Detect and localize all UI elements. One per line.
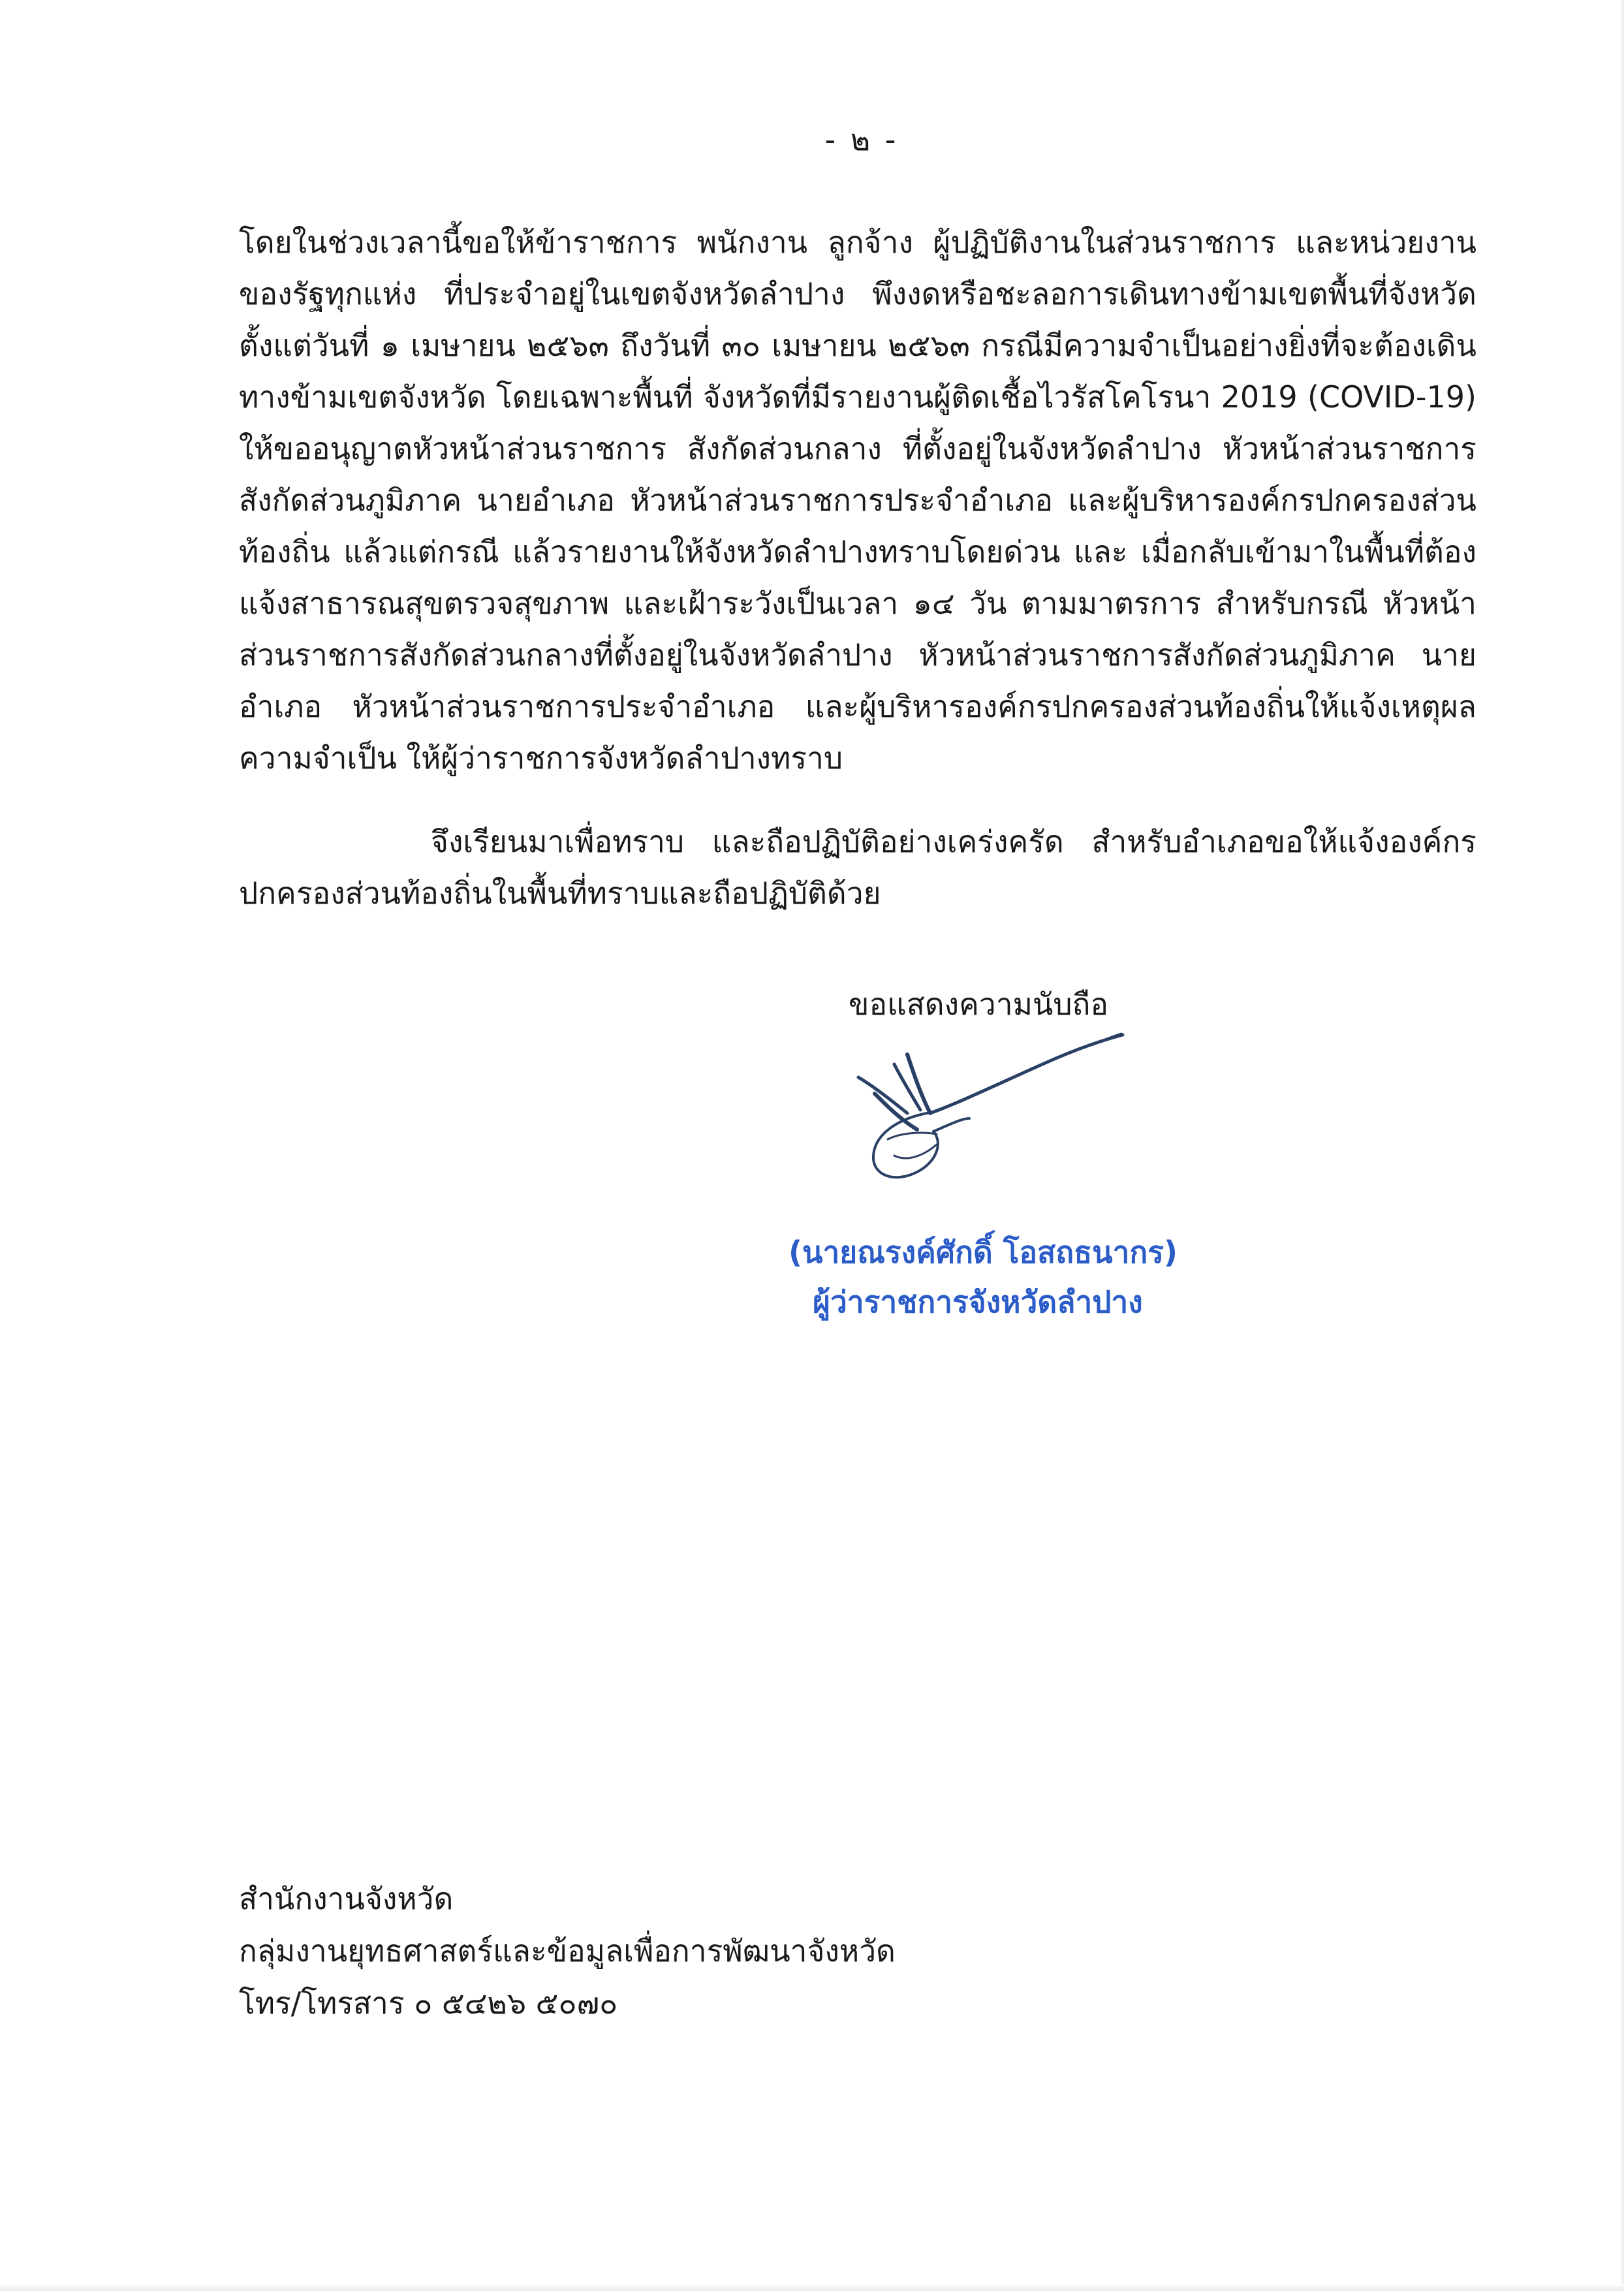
signer-name: (นายณรงค์ศักดิ์ โอสถธนากร) bbox=[789, 1235, 1178, 1270]
page-number: - ๒ - bbox=[824, 122, 899, 157]
footer-phone: โทร/โทรสาร ๐ ๕๔๒๖ ๕๐๗๐ bbox=[239, 1985, 618, 2021]
scan-edge-bottom bbox=[0, 2284, 1624, 2291]
handwritten-signature bbox=[796, 1015, 1136, 1211]
footer-office: สำนักงานจังหวัด bbox=[239, 1881, 454, 1916]
footer-contact bbox=[239, 1872, 896, 2029]
closing-salutation: ขอแสดงความนับถือ bbox=[849, 987, 1109, 1022]
signer-title: ผู้ว่าราชการจังหวัดลำปาง bbox=[813, 1284, 1143, 1319]
scan-edge-right bbox=[1620, 0, 1624, 2291]
paragraph-1-text: โดยในช่วงเวลานี้ขอให้ข้าราชการ พนักงาน ลูกจ้าง ผู้ปฏิบัติงานในส่วนราชการ และหน่วยงานของรัฐทุกแห่ง ที่ประจำอยู่ในเขตจังหวัดลำปาง พึงงดหรือชะลอการเดินทางข้ามเขตพื้นที่จังหวัด ตั้งแต่วันที่ ๑ เมษายน ๒๕๖๓ ถึงวันที่ ๓๐ เมษายน ๒๕๖๓ กรณีมีความจำเป็นอย่างยิ่งที่จะต้องเดินทางข้ามเขตจังหวัด โดยเฉพาะพื้นที่ จังหวัดที่มีรายงานผู้ติดเชื้อไวรัสโคโรนา 2019 (COVID-19) ให้ขออนุญาตหัวหน้าส่วนราชการ สังกัดส่วนกลาง ที่ตั้งอยู่ในจังหวัดลำปาง หัวหน้าส่วนราชการสังกัดส่วนภูมิภาค นายอำเภอ หัวหน้าส่วนราชการประจำอำเภอ และผู้บริหารองค์กรปกครองส่วนท้องถิ่น แล้วแต่กรณี แล้วรายงานให้จังหวัดลำปางทราบโดยด่วน และ เมื่อกลับเข้ามาในพื้นที่ต้องแจ้งสาธารณสุขตรวจสุขภาพ และเฝ้าระวังเป็นเวลา ๑๔ วัน ตามมาตรการ สำหรับกรณี หัวหน้าส่วนราชการสังกัดส่วนกลางที่ตั้งอยู่ในจังหวัดลำปาง หัวหน้าส่วนราชการสังกัดส่วนภูมิภาค นายอำเภอ หัวหน้าส่วนราชการประจำอำเภอ และผู้บริหารองค์กรปกครองส่วนท้องถิ่นให้แจ้งเหตุผลความจำเป็น ให้ผู้ว่าราชการจังหวัดลำปางทราบ bbox=[239, 225, 1476, 776]
body-paragraph-1 bbox=[239, 217, 1476, 784]
body-paragraph-2: จึงเรียนมาเพื่อทราบ และถือปฏิบัติอย่างเคร่งครัด สำหรับอำเภอขอให้แจ้งองค์กรปกครองส่วนท้องถิ่นในพื้นที่ทราบและถือปฏิบัติด้วย bbox=[239, 824, 1476, 911]
footer-division: กลุ่มงานยุทธศาสตร์และข้อมูลเพื่อการพัฒนาจังหวัด bbox=[239, 1933, 896, 1968]
